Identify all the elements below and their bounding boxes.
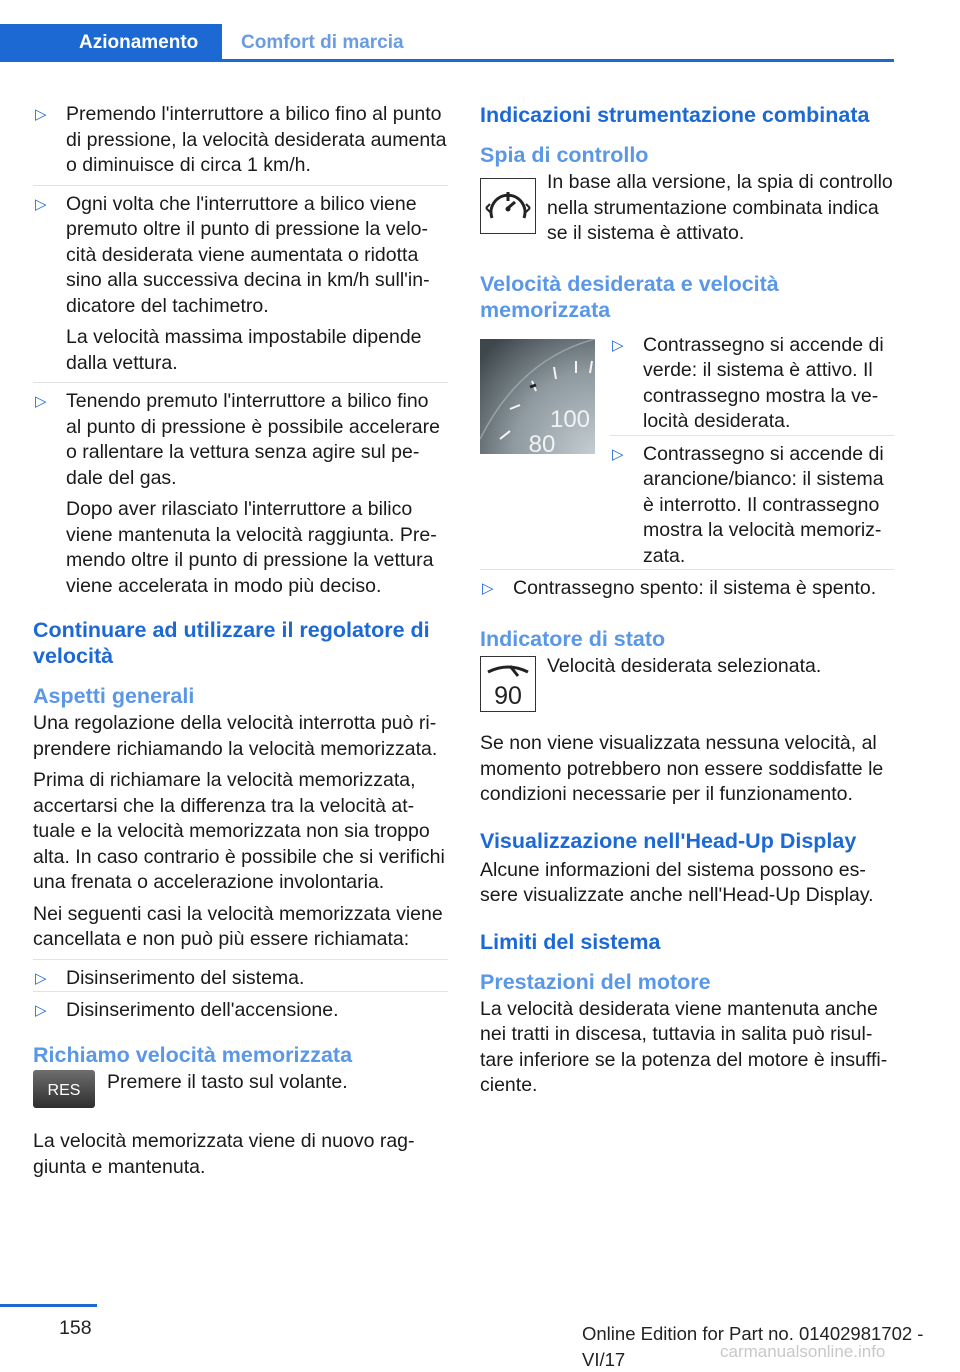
triangle-bullet-icon: ▷ [35,1002,47,1019]
bullet-list-adjust [33,102,448,605]
heading-speed: Velocità desiderata e velocità memorizzata [480,271,779,322]
triangle-bullet-icon: ▷ [35,195,47,213]
speedometer-image [480,339,595,454]
list-item-paragraph: Dopo aver rilasciato l'interruttore a bilico viene mantenuta la velocità raggiunta. Premendo oltre il punto di pressione la vettura viene accelerata in modo più deciso. [66,498,437,597]
lamp-icon-row [480,170,894,247]
recall-icon-text: Premere il tasto sul volante. [107,1070,348,1093]
list-item [33,102,448,185]
heading-status: Indicatore di stato [480,626,666,651]
bullet-list-speed [610,333,894,570]
list-item: ▷ Contrassegno si accende di verde: il sistema è attivo. Il contrassegno mostra la velocità desiderata. [610,333,894,435]
footer-rule [0,1304,97,1307]
paragraph-general-2: Prima di richiamare la velocità memorizzata, accertarsi che la differenza tra la velocità attuale e la velocità memorizzata non sia troppo alta. In caso contrario è possibile che si verifichi una frenata o accelerazione involontaria. [33,769,445,893]
list-item: ▷ Contrassegno si accende di arancione/bianco: il sistema è interrotto. Il contrassegno mostra la velocità memorizzata. [610,442,894,570]
paragraph-general-1: Una regolazione della velocità interrotta può riprendere richiamando la velocità memorizzata. [33,712,438,760]
list-item: ▷ Contrassegno spento: il sistema è spento. [480,576,894,602]
lamp-description: In base alla versione, la spia di controllo nella strumentazione combinata indica se il sistema è attivato. [547,171,893,244]
heading-engine: Prestazioni del motore [480,969,711,994]
section-tab: Azionamento [0,24,222,62]
status-icon-text: Velocità desiderata selezionata. [547,654,822,677]
status-icon-row [480,654,894,720]
heading-general: Aspetti generali [33,684,195,708]
triangle-bullet-icon: ▷ [612,445,624,463]
list-item-paragraph: Ogni volta che l'interruttore a bilico viene premuto oltre il punto di pressione la velocità desiderata viene aumentata o ridotta sino alla successiva decina in km/h sull'indicatore del tachimetro. [66,192,430,317]
list-item: ▷ Disinserimento dell'accensione. [33,998,448,1024]
paragraph-general-3: Nei seguenti casi la velocità memorizzata viene cancellata e non può più essere richiamata: [33,902,443,950]
triangle-bullet-icon: ▷ [482,580,494,597]
heading-continue: Continuare ad utilizzare il regolatore di velocità [33,618,430,668]
edition-note: Online Edition for Part no. 01402981702 - VI/17 [582,1323,924,1370]
speed-gauge-row [480,333,894,570]
list-item-paragraph: La velocità massima impostabile dipende dalla vettura. [66,326,422,374]
paragraph-engine: La velocità desiderata viene mantenuta anche nei tratti in discesa, tuttavia in salita può risultare inferiore se la potenza del motore è insufficiente. [480,997,888,1096]
list-item: ▷ Disinserimento del sistema. [33,966,448,992]
res-button-icon [33,1070,95,1108]
triangle-bullet-icon: ▷ [612,336,624,354]
right-column [480,102,894,1105]
page-number: 158 [59,1317,92,1339]
header-rule [222,59,894,62]
triangle-bullet-icon: ▷ [35,106,47,123]
svg-text:RES: RES [47,1081,81,1099]
triangle-bullet-icon: ▷ [35,969,47,987]
heading-limits: Limiti del sistema [480,929,661,954]
list-item [33,192,448,383]
left-column [33,102,448,1186]
list-item [33,389,448,605]
list-item-paragraph: Premendo l'interruttore a bilico fino al punto di pressione, la velocità desiderata aumenta o diminuisce di circa 1 km/h. [66,103,447,176]
cruise-control-indicator-icon [480,178,536,234]
svg-text:100: 100 [549,405,591,433]
heading-hud: Visualizzazione nell'Head-Up Display [480,828,857,853]
svg-text:80: 80 [528,430,556,454]
desired-speed-indicator-icon [480,656,536,712]
page-header [0,0,894,62]
svg-text:90: 90 [494,681,522,710]
heading-lamp: Spia di controllo [480,143,649,167]
list-item-paragraph: Tenendo premuto l'interruttore a bilico fino al punto di pressione è possibile accelerare o rallentare la vettura senza agire sul pedale del gas. [66,390,440,489]
paragraph-recall: La velocità memorizzata viene di nuovo raggiunta e mantenuta. [33,1130,415,1178]
recall-icon-row [33,1070,448,1116]
paragraph-status: Se non viene visualizzata nessuna velocità, al momento potrebbero non essere soddisfatte le condizioni necessarie per il funzionamento. [480,732,884,805]
paragraph-hud: Alcune informazioni del sistema possono essere visualizzate anche nell'Head-Up Display. [480,858,874,906]
heading-indications: Indicazioni strumentazione combinata [480,103,870,127]
chapter-tab: Comfort di marcia [241,32,404,53]
bullet-list-cancel [33,959,448,1024]
watermark: carmanualsonline.info [720,1342,886,1361]
heading-recall: Richiamo velocità memorizzata [33,1042,353,1067]
triangle-bullet-icon: ▷ [35,393,47,410]
